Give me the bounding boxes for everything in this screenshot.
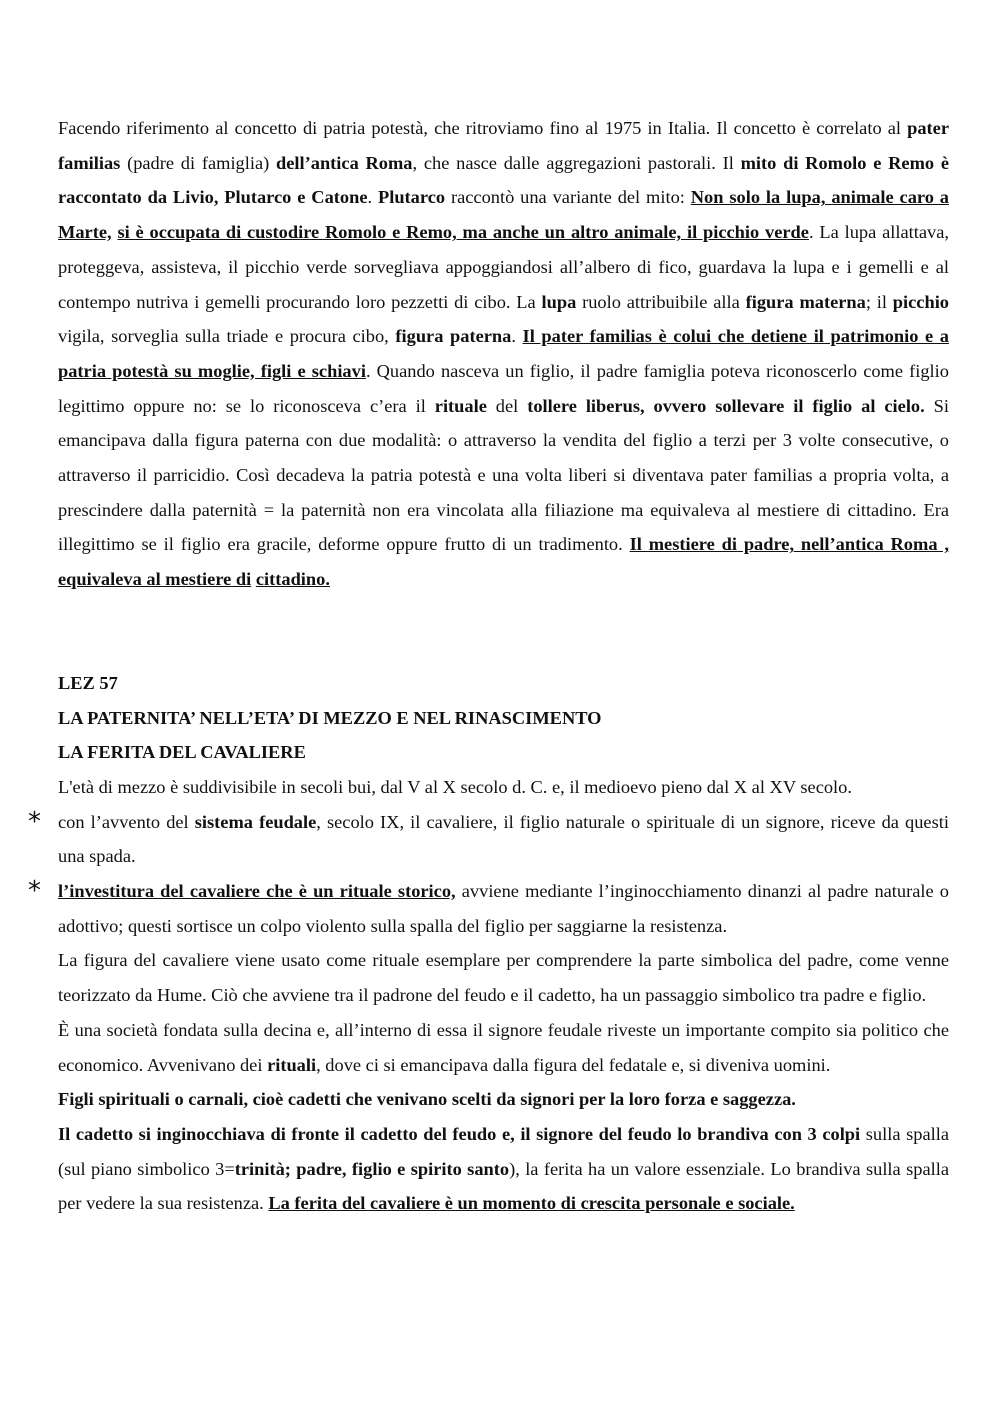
text: del xyxy=(486,395,528,416)
bold-text: lupa xyxy=(541,291,577,312)
bold-underlined-text: Il mestiere di padre, nell’antica Roma , equivaleva al mestiere di xyxy=(58,534,949,590)
bold-text: Plutarco xyxy=(377,187,446,208)
bold-text: mito di Romolo e Remo è raccontato da Livio, Plutarco e Catone xyxy=(58,152,950,208)
text: , dove ci si emancipava dalla figura del fedatale e, si diveniva uomini. xyxy=(316,1054,831,1075)
text: Facendo riferimento al concetto di patria potestà, che ritroviamo fino al 1975 in Italia. Il concetto è correlato al xyxy=(58,118,908,138)
text: vigila, sorveglia sulla triade e procura cibo, xyxy=(58,326,396,347)
text: . Quando nasceva un figlio, il padre famiglia poteva riconoscerlo come figlio legittimo oppure no: se lo riconosceva c’era il xyxy=(58,360,949,416)
text: È una società fondata sulla decina e, all’interno di essa il signore feudale riveste un importante compito sia politico che economico. Avvenivano dei xyxy=(58,1019,949,1075)
section-spacer xyxy=(58,597,949,666)
paragraph-pater-familias xyxy=(58,111,949,597)
bold-text: Il cadetto si inginocchiava di fronte il cadetto del feudo e, il signore del feudo lo brandiva con 3 colpi xyxy=(58,1123,861,1144)
bold-text: trinità; padre, figlio e spirito santo xyxy=(234,1158,510,1179)
asterisk-icon: * xyxy=(28,876,41,907)
paragraph-eta-di-mezzo: L'età di mezzo è suddivisibile in secoli bui, dal V al X secolo d. C. e, il medioevo pieno dal X al XV secolo. xyxy=(58,776,852,797)
bold-underlined-text: La ferita del cavaliere è un momento di crescita personale e sociale. xyxy=(268,1193,795,1214)
text: sulla spalla (sul piano simbolico 3= xyxy=(58,1123,949,1179)
text: avviene mediante l’inginocchiamento dinanzi al padre naturale o adottivo; questi sortisce un colpo violento sulla spalla del figlio per saggiarne la resistenza. xyxy=(58,881,949,936)
paragraph-cadetto xyxy=(58,1117,949,1221)
lesson-number: LEZ 57 xyxy=(58,672,118,693)
bold-underlined-text: l’investitura del cavaliere che è un rituale storico, xyxy=(58,881,456,902)
bullet-item xyxy=(28,874,949,943)
bold-underlined-text: cittadino. xyxy=(255,569,330,590)
text: Si emancipava dalla figura paterna con due modalità: o attraverso la vendita del figlio a terzi per 3 volte consecutive, o attraverso il parricidio. Così decadeva la patria potestà e una volta liberi si diventava pater familias a propria volta, a prescindere dalla paternità = la paternità non era vincolata alla filiazione ma equivaleva al mestiere di cittadino. Era illegittimo se il figlio era gracile, deforme oppure frutto di un tradimento. xyxy=(58,395,949,555)
bold-text: tollere liberus, ovvero sollevare il figlio al cielo. xyxy=(527,395,925,416)
asterisk-icon: * xyxy=(28,806,41,837)
document-page xyxy=(28,111,950,1221)
text: . xyxy=(511,326,523,347)
text: , secolo IX, il cavaliere, il figlio naturale o spirituale di un signore, riceve da questi una spada. xyxy=(58,811,949,867)
paragraph-figura-cavaliere: La figura del cavaliere viene usato come rituale esemplare per comprendere la parte simbolica del padre, come venne teorizzato da Hume. Ciò che avviene tra il padrone del feudo e il cadetto, ha un passaggio simbolico tra padre e figlio. xyxy=(58,950,949,1006)
text: . xyxy=(367,187,378,208)
text: con l’avvento del xyxy=(58,811,195,832)
bold-underlined-text: si è occupata di custodire Romolo e Remo, ma anche un altro animale, il picchio verde xyxy=(117,222,809,243)
bold-text: sistema feudale xyxy=(194,811,317,832)
paragraph-societa-feudale xyxy=(58,1013,949,1082)
text: raccontò una variante del mito: xyxy=(445,187,691,208)
text: ; il xyxy=(865,291,893,312)
text: ruolo attribuibile alla xyxy=(576,291,746,312)
bold-text: dell’antica Roma xyxy=(276,152,413,173)
bold-text: rituale xyxy=(434,395,487,416)
bold-text: figura paterna xyxy=(395,326,512,347)
text: . La lupa allattava, proteggeva, assisteva, il picchio verde sorvegliava appoggiandosi all’albero di fico, guardava la lupa e i gemelli e al contempo nutriva i gemelli procurando loro pezzetti di cibo. La xyxy=(58,222,949,312)
bold-text: figura materna xyxy=(745,291,866,312)
bold-underlined-text: patria potestà su moglie, figli e schiavi xyxy=(58,360,366,381)
bold-text: picchio xyxy=(892,291,949,312)
lesson-title: LA PATERNITA’ NELL’ETA’ DI MEZZO E NEL RINASCIMENTO xyxy=(58,707,602,728)
bold-text: pater familias xyxy=(58,118,949,173)
paragraph-figli-spirituali: Figli spirituali o carnali, cioè cadetti che venivano scelti da signori per la loro forza e saggezza. xyxy=(58,1089,796,1110)
text: , che nasce dalle aggregazioni pastorali. Il xyxy=(412,152,741,173)
lesson-subtitle: LA FERITA DEL CAVALIERE xyxy=(58,742,306,763)
text: (padre di famiglia) xyxy=(120,152,277,173)
text: ), la ferita ha un valore essenziale. Lo brandiva sulla spalla per vedere la sua resistenza. xyxy=(58,1158,949,1214)
bold-underlined-text: Non solo la lupa, animale caro a Marte, xyxy=(58,187,949,243)
bullet-item xyxy=(28,805,949,874)
bold-text: rituali xyxy=(267,1054,317,1075)
bold-underlined-text: Il pater familias è colui che detiene il patrimonio e a xyxy=(522,326,949,347)
